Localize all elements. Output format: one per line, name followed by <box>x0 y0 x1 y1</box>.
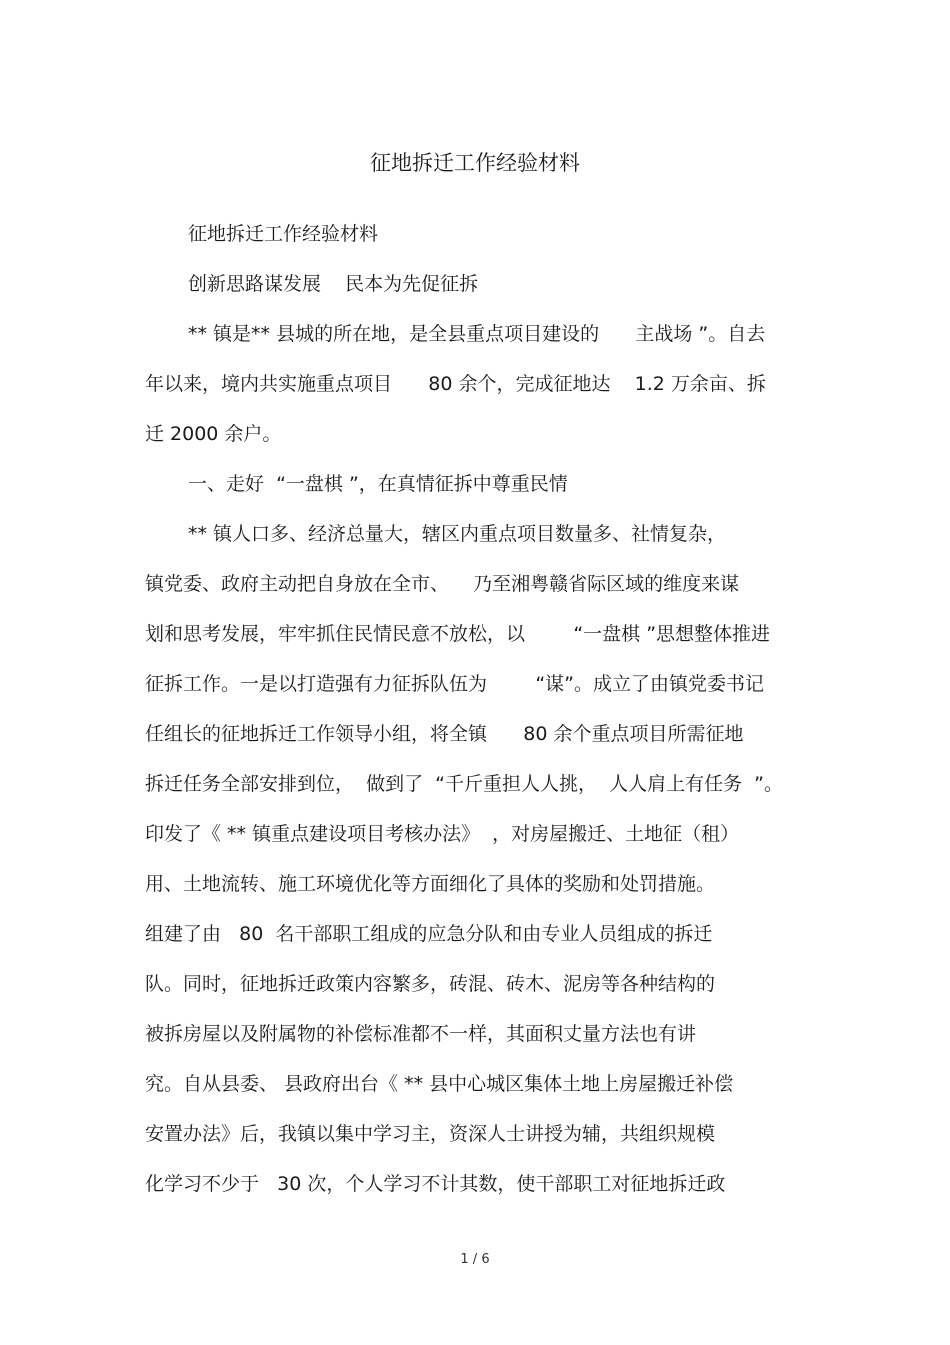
paragraph-line: 化学习不少于 30 次，个人学习不计其数，使干部职工对征地拆迁政 <box>145 1173 726 1195</box>
paragraph-line: 年以来，境内共实施重点项目 80 余个，完成征地达 1.2 万余亩、拆 <box>145 373 766 395</box>
paragraph-line: 任组长的征地拆迁工作领导小组，将全镇 80 余个重点项目所需征地 <box>145 723 744 745</box>
paragraph-line: 印发了《 ** 镇重点建设项目考核办法》 ，对房屋搬迁、土地征（租） <box>145 823 740 845</box>
paragraph-line: ** 镇人口多、经济总量大，辖区内重点项目数量多、社情复杂， <box>188 523 727 545</box>
paragraph-line: 划和思考发展，牢牢抓住民情民意不放松，以 “一盘棋 ”思想整体推进 <box>145 623 771 645</box>
paragraph-line: 迁 2000 余户。 <box>145 423 282 445</box>
paragraph-line: 被拆房屋以及附属物的补偿标准都不一样，其面积丈量方法也有讲 <box>145 1023 697 1045</box>
paragraph-line: 组建了由 80 名干部职工组成的应急分队和由专业人员组成的拆迁 <box>145 923 713 945</box>
paragraph-line: ** 镇是** 县城的所在地，是全县重点项目建设的 主战场 ”。自去 <box>188 323 766 345</box>
paragraph-line: 拆迁任务全部安排到位， 做到了 “千斤重担人人挑， 人人肩上有任务 ”。 <box>145 773 784 795</box>
page-number: 1 / 6 <box>460 1252 490 1267</box>
paragraph-line: 用、土地流转、施工环境优化等方面细化了具体的奖励和处罚措施。 <box>145 873 716 895</box>
section-heading: 一、走好 “一盘棋 ”，在真情征拆中尊重民情 <box>188 473 568 495</box>
subtitle-line: 创新思路谋发展 民本为先促征拆 <box>188 273 479 295</box>
paragraph-line: 队。同时，征地拆迁政策内容繁多，砖混、砖木、泥房等各种结构的 <box>145 973 716 995</box>
paragraph-line: 究。自从县委、 县政府出台《 ** 县中心城区集体土地上房屋搬迁补偿 <box>145 1073 734 1095</box>
paragraph-line: 镇党委、政府主动把自身放在全市、 乃至湘粤赣省际区域的维度来谋 <box>145 573 740 595</box>
subtitle-line: 征地拆迁工作经验材料 <box>188 223 379 245</box>
paragraph-line: 征拆工作。一是以打造强有力征拆队伍为 “谋”。成立了由镇党委书记 <box>145 673 765 695</box>
paragraph-line: 安置办法》后，我镇以集中学习主，资深人士讲授为辅，共组织规模 <box>145 1123 716 1145</box>
document-title: 征地拆迁工作经验材料 <box>370 151 580 175</box>
